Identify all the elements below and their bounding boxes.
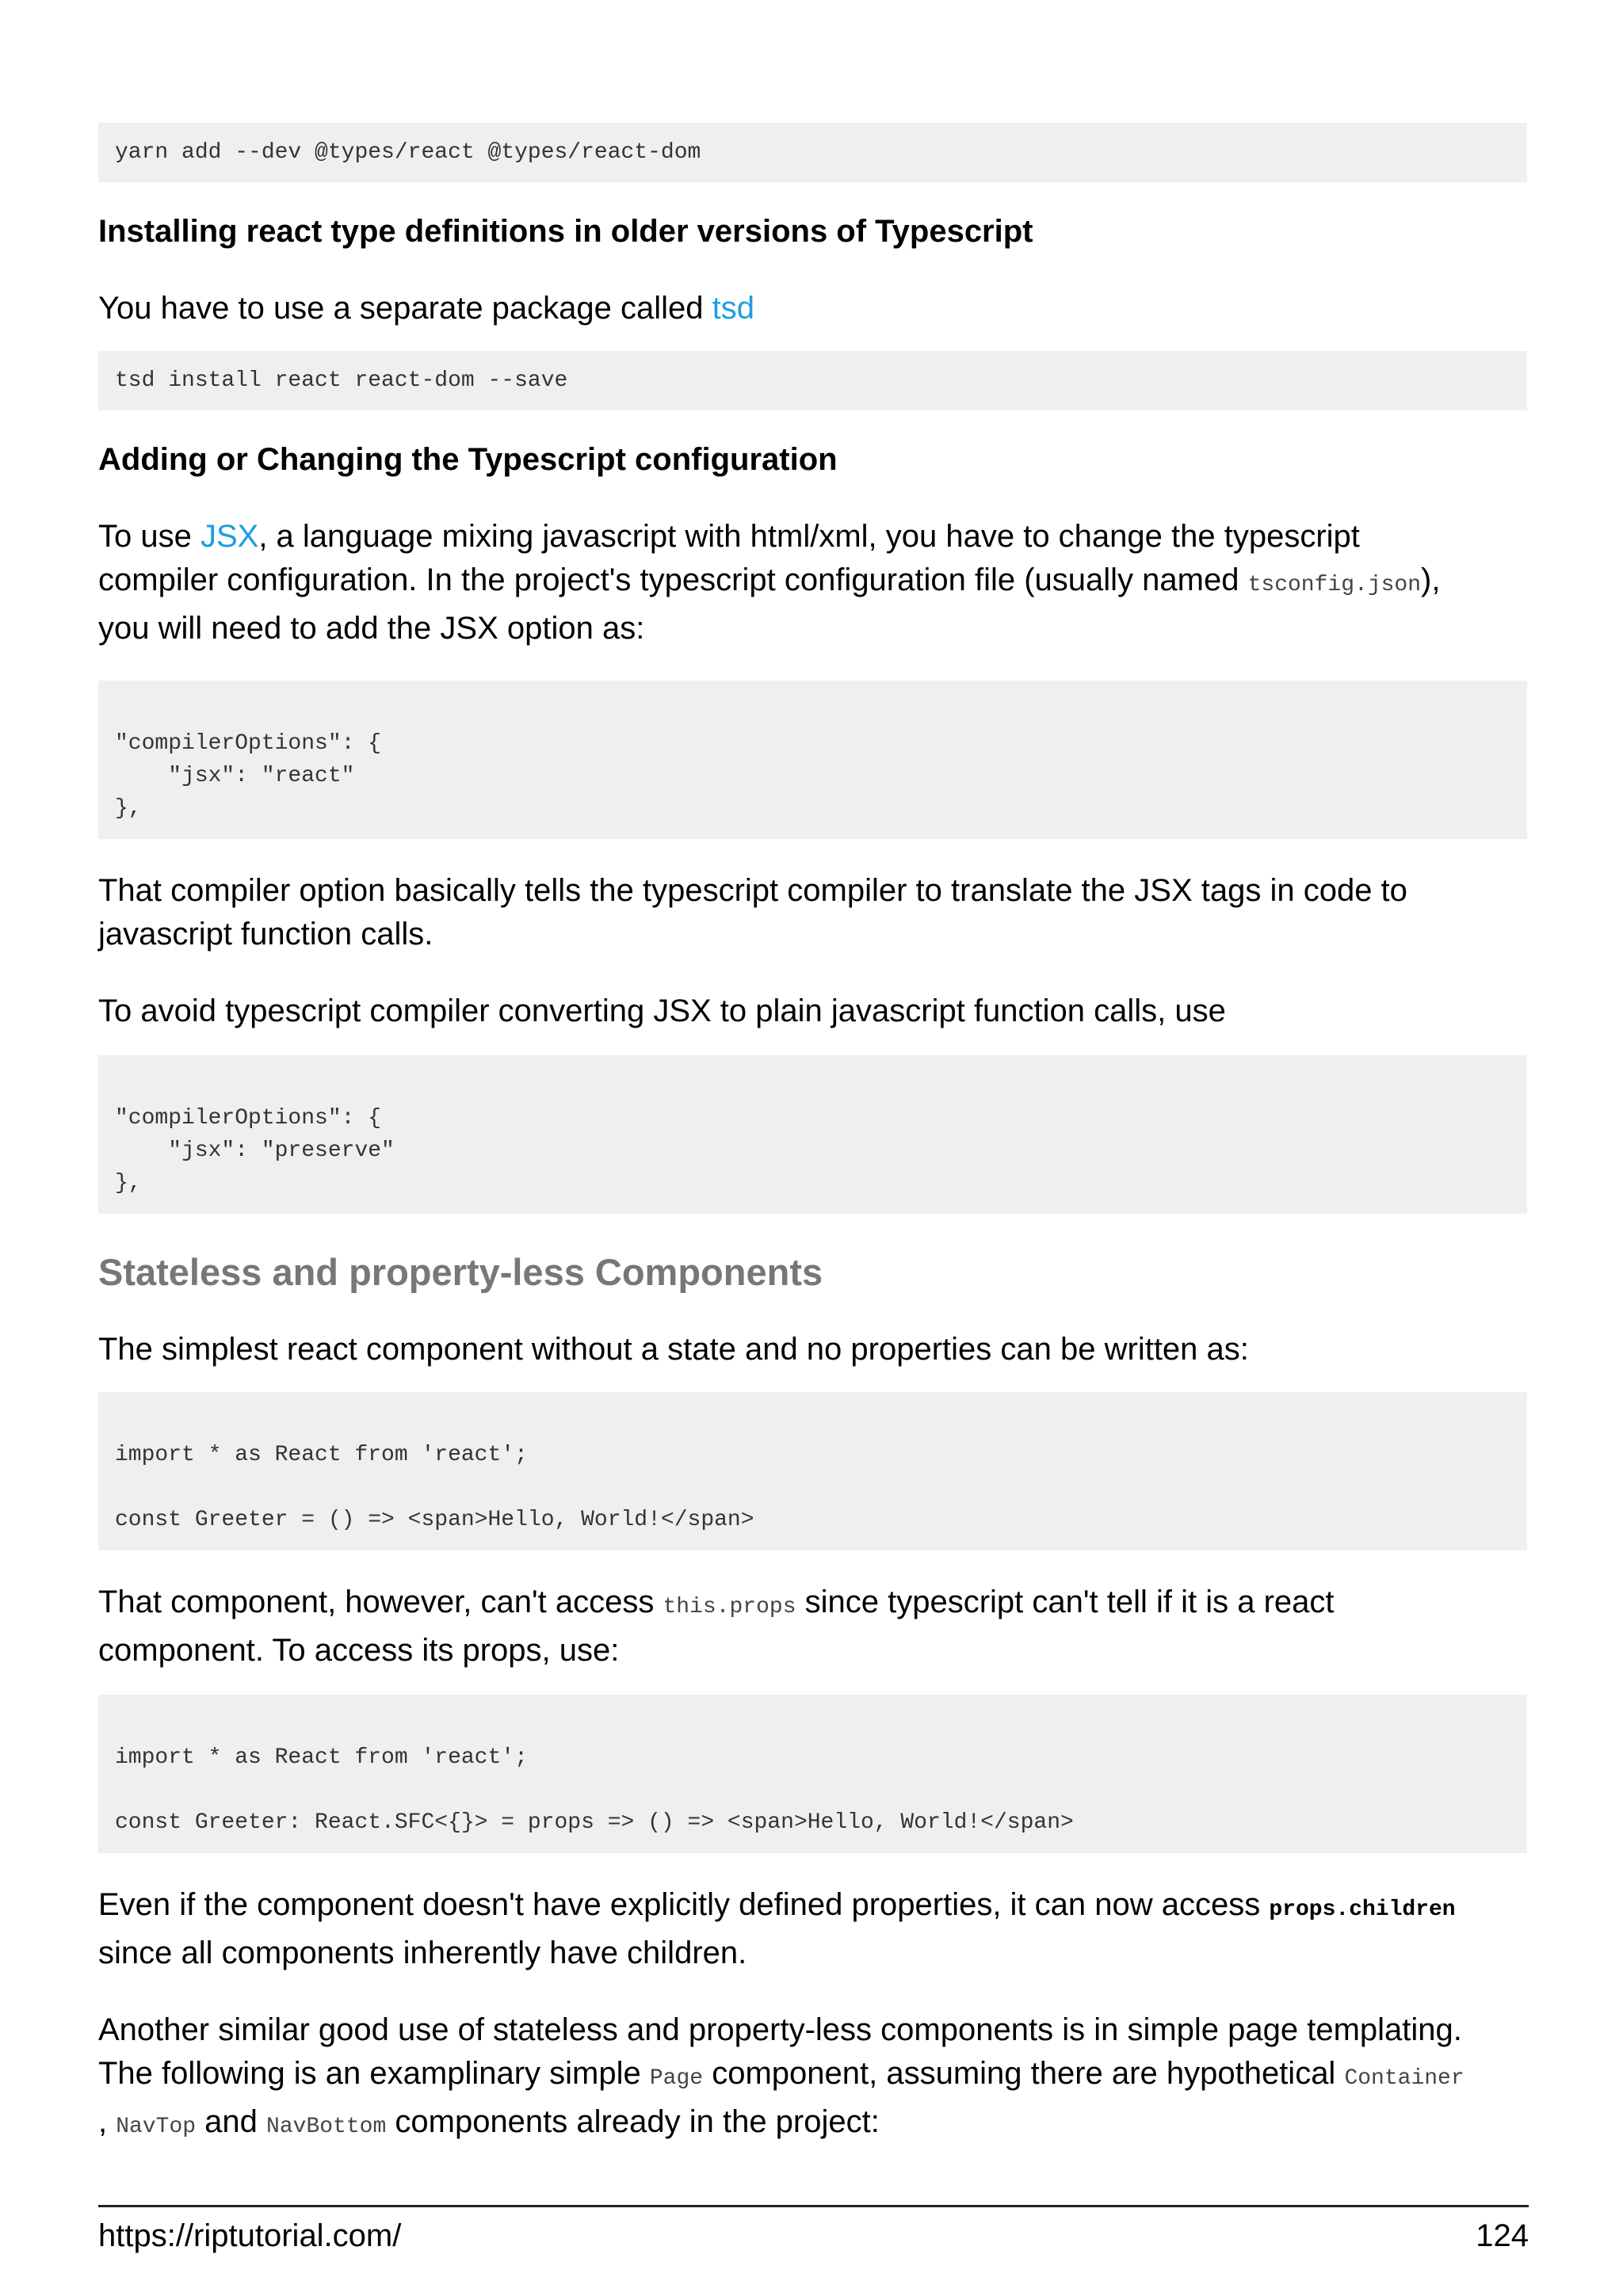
page-content [98,123,1527,2149]
code-line [115,1774,1510,1806]
code-line: const Greeter: React.SFC<{}> = props => () => <span>Hello, World!</span> [115,1810,1074,1835]
inline-code-container: Container [1344,2066,1465,2091]
paragraph-jsx-config: To use JSX, a language mixing javascript with html/xml, you have to change the typescript compiler configuration. In the project's typescript configuration file (usually named tsconfig.json), you will need to add the JSX option as: [98,519,1441,646]
code-block-jsx-preserve [98,1055,1527,1214]
code-line: const Greeter = () => <span>Hello, World!</span> [115,1508,754,1532]
inline-code-tsconfig: tsconfig.json [1247,573,1422,597]
inline-code-navbottom: NavBottom [266,2115,387,2139]
code-line [115,1471,1510,1504]
code-line: tsd install react react-dom --save [115,368,568,393]
inline-code-this-props: this.props [663,1595,796,1619]
inline-code-props-children: props.children [1269,1897,1456,1922]
code-line: "jsx": "react" [115,764,355,788]
inline-code-navtop: NavTop [116,2115,197,2139]
section-title: Stateless and property-less Components [98,1251,823,1293]
code-line: }, [115,796,142,821]
paragraph-this-props: That component, however, can't access this.props since typescript can't tell if it is a react component. To access its props, use: [98,1585,1335,1668]
code-block-jsx-react [98,681,1527,839]
code-line: }, [115,1171,142,1196]
code-block-greeter [98,1392,1527,1550]
code-line: import * as React from 'react'; [115,1443,528,1467]
footer-divider [98,2205,1529,2207]
footer-url: https://riptutorial.com/ [98,2218,402,2253]
paragraph-page-templating: Another similar good use of stateless and property-less components is in simple page templating. The following is an examplinary simple Page component, assuming there are hypothetical Container , NavTop and NavBottom components already in the project: [98,2012,1465,2139]
footer-page-number: 124 [1476,2218,1529,2253]
code-line: "jsx": "preserve" [115,1138,395,1163]
code-line: yarn add --dev @types/react @types/react-dom [115,140,701,165]
paragraph-compiler-option: That compiler option basically tells the typescript compiler to translate the JSX tags in code to javascript function calls. [98,873,1407,952]
tsd-link[interactable]: tsd [712,291,755,326]
paragraph-props-children: Even if the component doesn't have explicitly defined properties, it can now access props.children since all components inherently have children. [98,1887,1456,1970]
heading-older-typescript: Installing react type definitions in older versions of Typescript [98,214,1033,249]
inline-code-page: Page [649,2066,704,2091]
paragraph-avoid-conversion: To avoid typescript compiler converting JSX to plain javascript function calls, use [98,994,1226,1028]
heading-typescript-config: Adding or Changing the Typescript configuration [98,442,838,477]
code-line: "compilerOptions": { [115,731,382,756]
jsx-link[interactable]: JSX [200,519,259,554]
code-line: import * as React from 'react'; [115,1745,528,1770]
code-block-greeter-sfc [98,1695,1527,1853]
code-block-yarn [98,123,1527,182]
code-block-tsd [98,351,1527,410]
code-line: "compilerOptions": { [115,1106,382,1131]
paragraph-simplest-component: The simplest react component without a state and no properties can be written as: [98,1332,1249,1367]
paragraph-tsd: You have to use a separate package called tsd [98,291,755,326]
